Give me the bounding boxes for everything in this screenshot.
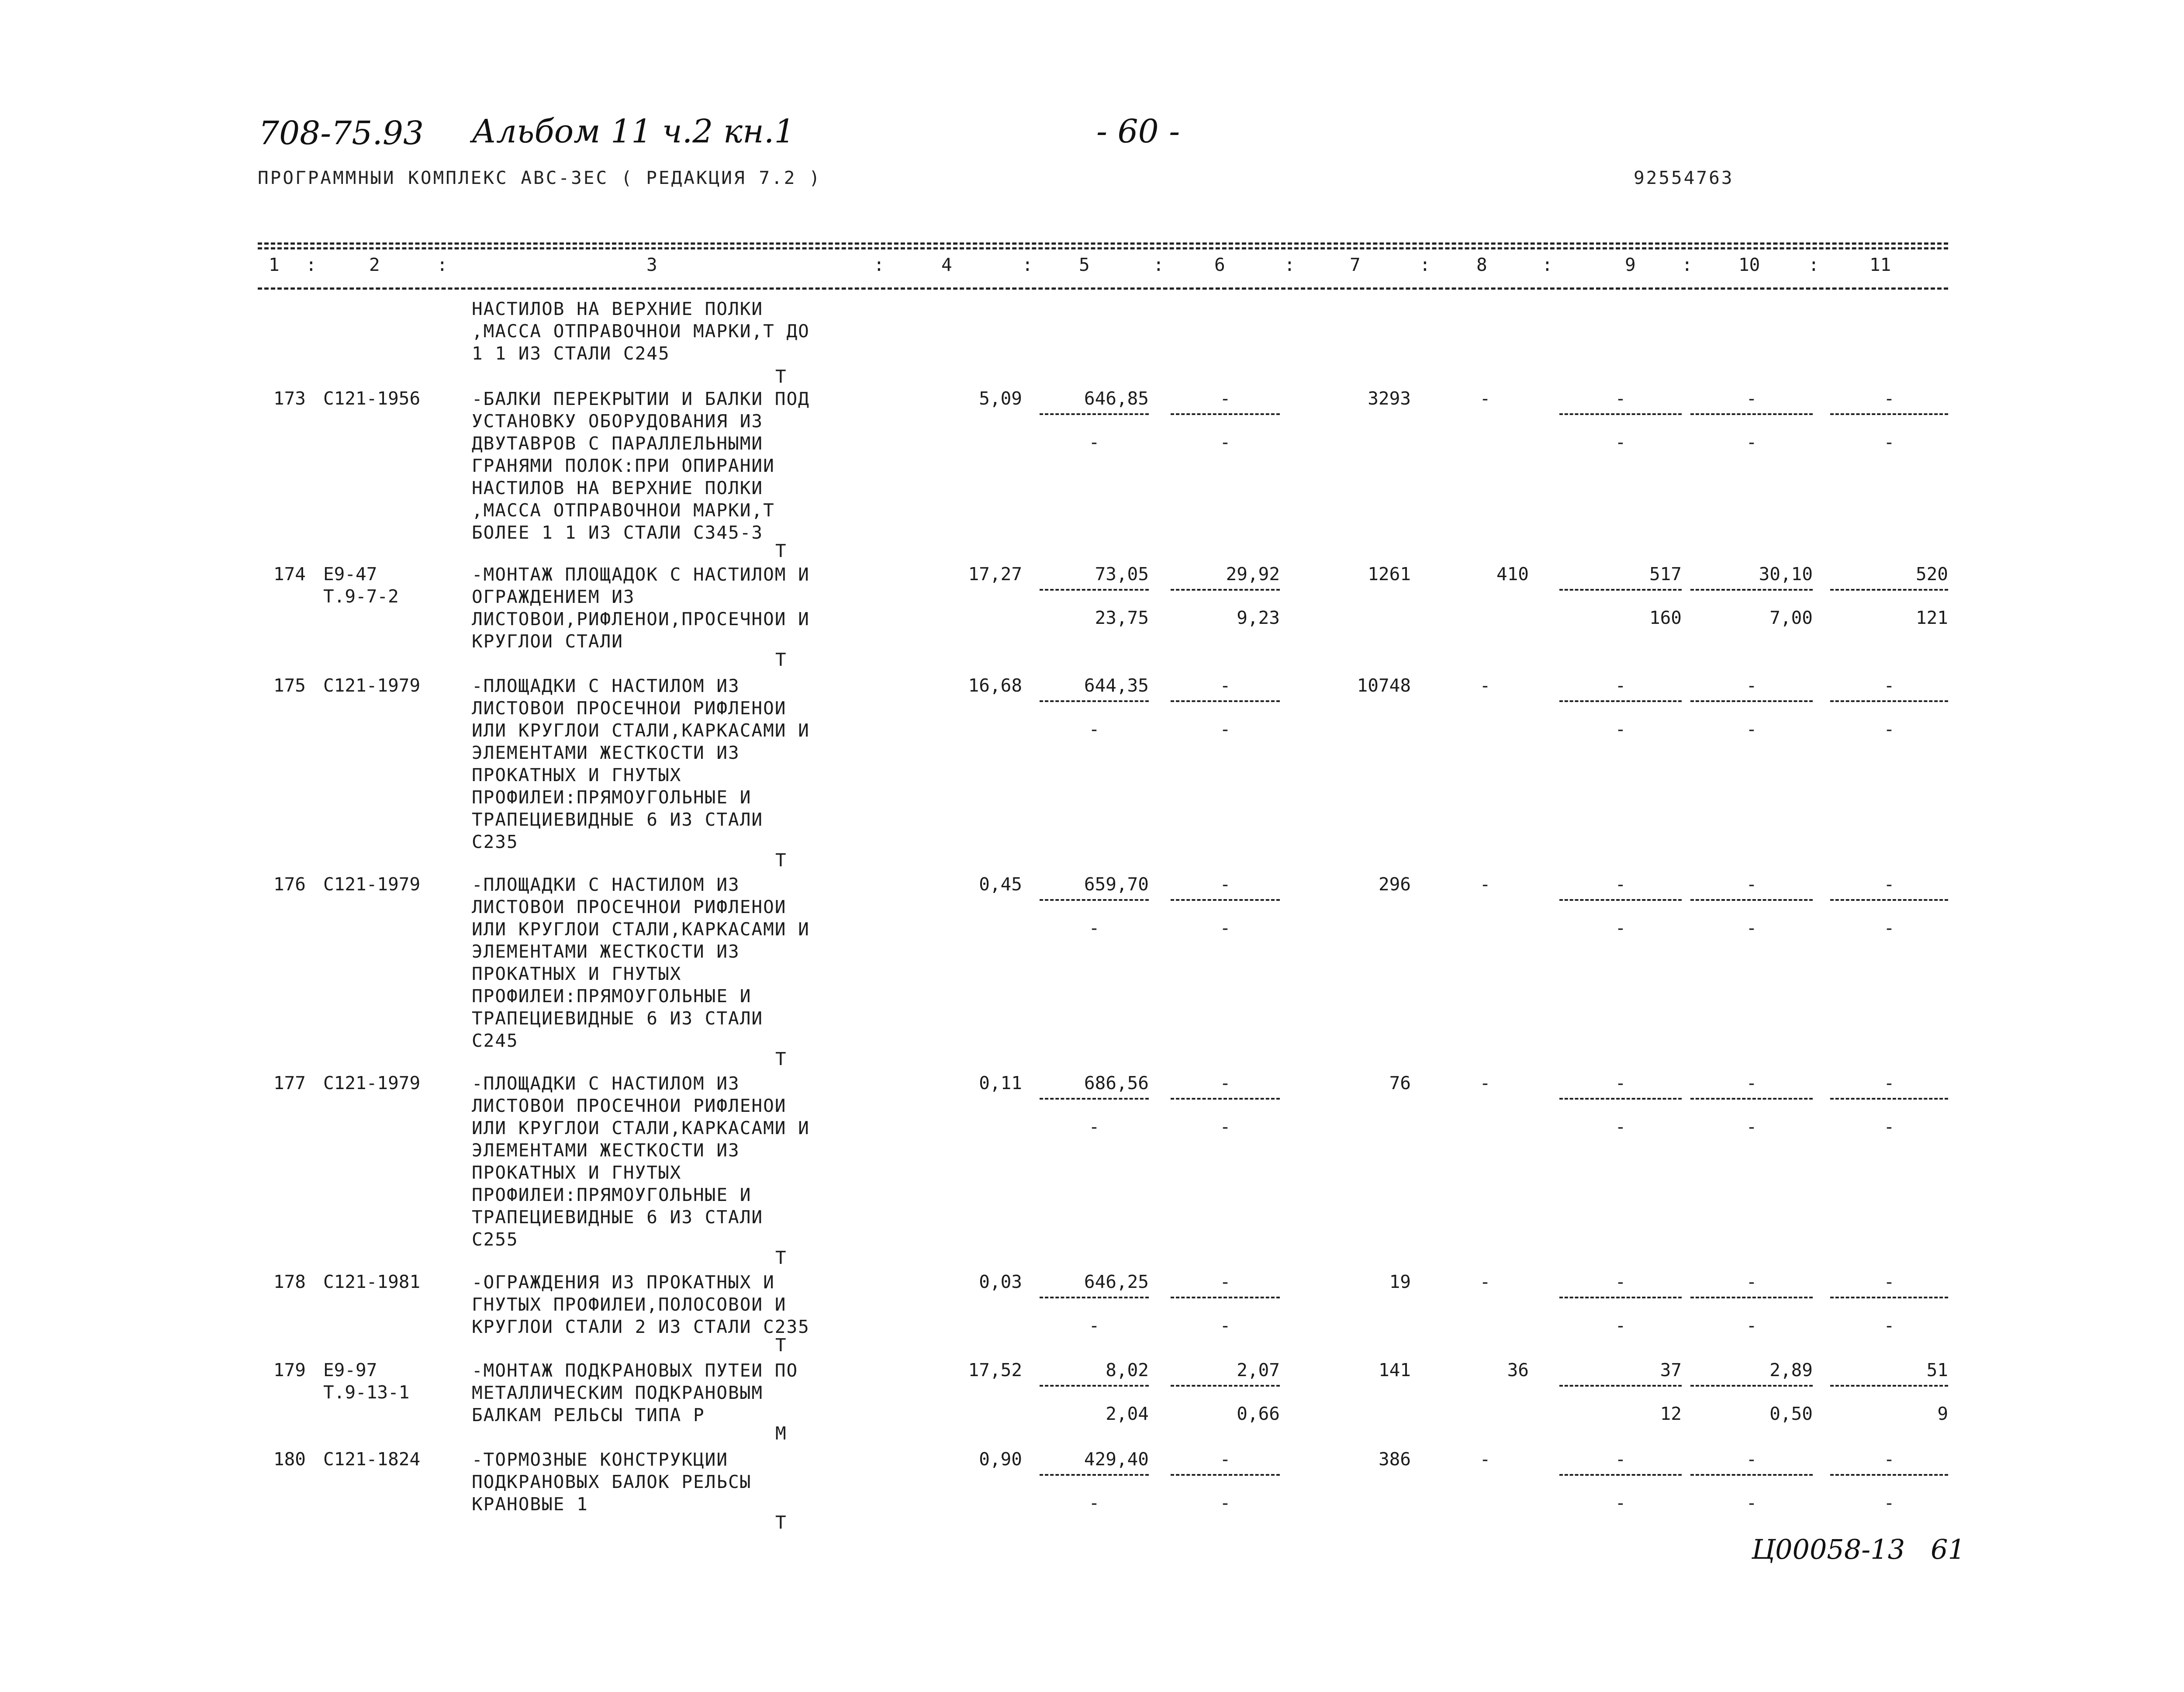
cell-col9: - — [1615, 1073, 1626, 1093]
cell-col9: - — [1615, 388, 1626, 409]
cell-col9: 37 — [1660, 1360, 1682, 1381]
cell-divider — [1830, 700, 1948, 702]
cell-col11: - — [1883, 874, 1895, 895]
cell-divider — [1830, 413, 1948, 415]
column-separator: : — [1022, 254, 1033, 275]
row-code: С121-1979 — [323, 1073, 421, 1093]
cell-divider — [1690, 413, 1813, 415]
cell-divider — [1040, 1098, 1149, 1100]
cell-col9-sub: - — [1615, 917, 1626, 938]
cell-col5: 646,25 — [1084, 1271, 1149, 1292]
column-number: 1 — [269, 254, 280, 275]
cell-col11-sub: - — [1883, 1492, 1895, 1513]
cell-divider — [1171, 1098, 1280, 1100]
cell-col10: - — [1746, 1073, 1757, 1093]
cell-col8: - — [1479, 1073, 1491, 1093]
cell-col11-sub: - — [1883, 719, 1895, 740]
program-line: ПРОГРАММНЫИ КОМПЛЕКС АВС-3ЕС ( РЕДАКЦИЯ 7.2 ) — [258, 167, 822, 188]
column-separator: : — [1153, 254, 1164, 275]
header-rule-top-2 — [258, 247, 1948, 249]
row-unit: Т — [775, 1048, 786, 1069]
row-code: С121-1981 — [323, 1271, 421, 1292]
row-number: 180 — [273, 1449, 306, 1470]
cell-divider — [1559, 589, 1682, 591]
cell-col5: 646,85 — [1084, 388, 1149, 409]
cell-col4: 0,45 — [979, 874, 1022, 895]
column-number: 9 — [1625, 254, 1636, 275]
cell-col6-sub: - — [1220, 1116, 1231, 1137]
page-number: - 60 - — [1096, 113, 1180, 150]
cell-divider — [1559, 899, 1682, 901]
cell-col5-sub: 2,04 — [1106, 1403, 1149, 1424]
row-number: 178 — [273, 1271, 306, 1292]
cell-col9: - — [1615, 675, 1626, 696]
row-code-secondary: Т.9-13-1 — [323, 1382, 410, 1403]
footer-stamp: Ц00058-13 — [1752, 1533, 1905, 1565]
cell-col10-sub: - — [1746, 1116, 1757, 1137]
cell-divider — [1171, 1297, 1280, 1298]
column-number: 4 — [941, 254, 952, 275]
column-separator: : — [306, 254, 317, 275]
cell-col8: - — [1479, 874, 1491, 895]
cell-col9-sub: - — [1615, 719, 1626, 740]
column-separator: : — [1284, 254, 1295, 275]
cell-col11: - — [1883, 675, 1895, 696]
cell-divider — [1559, 700, 1682, 702]
cell-col4: 17,27 — [968, 564, 1022, 585]
cell-col8: - — [1479, 388, 1491, 409]
cell-divider — [1040, 700, 1149, 702]
cell-divider — [1830, 1297, 1948, 1298]
cell-col6: - — [1220, 1073, 1231, 1093]
cell-col9-sub: - — [1615, 1315, 1626, 1336]
cell-col9-sub: 160 — [1649, 607, 1682, 628]
cell-col8: - — [1479, 1449, 1491, 1470]
doc-code: 708-75.93 — [259, 114, 424, 152]
cell-divider — [1559, 1297, 1682, 1298]
row-unit: М — [775, 1423, 786, 1444]
cell-col9-sub: - — [1615, 1116, 1626, 1137]
column-number: 2 — [369, 254, 380, 275]
cell-divider — [1690, 1098, 1813, 1100]
cell-col5-sub: 23,75 — [1095, 607, 1149, 628]
cell-col6: 29,92 — [1226, 564, 1280, 585]
cell-divider — [1830, 1098, 1948, 1100]
cell-col7: 3293 — [1368, 388, 1411, 409]
cell-col10-sub: - — [1746, 432, 1757, 453]
cell-col10: - — [1746, 675, 1757, 696]
cell-divider — [1559, 1474, 1682, 1476]
column-separator: : — [1682, 254, 1693, 275]
cell-col6: - — [1220, 874, 1231, 895]
cell-divider — [1040, 589, 1149, 591]
cell-col9: - — [1615, 874, 1626, 895]
cell-divider — [1040, 1297, 1149, 1298]
cell-col11-sub: 9 — [1937, 1403, 1948, 1424]
cell-divider — [1171, 1385, 1280, 1387]
row-unit: Т — [775, 540, 786, 561]
column-separator: : — [437, 254, 448, 275]
row-number: 179 — [273, 1360, 306, 1381]
cell-col5: 73,05 — [1095, 564, 1149, 585]
cell-divider — [1830, 589, 1948, 591]
cell-divider — [1171, 589, 1280, 591]
cell-col10: 2,89 — [1769, 1360, 1813, 1381]
cell-col9-sub: - — [1615, 1492, 1626, 1513]
cell-col4: 5,09 — [979, 388, 1022, 409]
cell-col8: 410 — [1496, 564, 1529, 585]
cell-col6: - — [1220, 675, 1231, 696]
column-number: 5 — [1079, 254, 1090, 275]
cell-divider — [1171, 899, 1280, 901]
cell-col10-sub: - — [1746, 719, 1757, 740]
cell-col10: - — [1746, 1271, 1757, 1292]
cell-divider — [1559, 1098, 1682, 1100]
cell-divider — [1830, 899, 1948, 901]
column-separator: : — [874, 254, 885, 275]
cell-col11-sub: - — [1883, 432, 1895, 453]
row-description: -ПЛОЩАДКИ С НАСТИЛОМ ИЗ ЛИСТОВОИ ПРОСЕЧНОИ РИФЛЕНОИ ИЛИ КРУГЛОИ СТАЛИ,КАРКАСАМИ И ЭЛЕМЕНТАМИ ЖЕСТКОСТИ ИЗ ПРОКАТНЫХ И ГНУТЫХ ПРОФИЛЕИ:ПРЯМОУГОЛЬНЫЕ И ТРАПЕЦИЕВИДНЫЕ 6 ИЗ СТАЛИ С245 — [472, 874, 810, 1051]
row-code: С121-1979 — [323, 874, 421, 895]
cell-col8: 36 — [1507, 1360, 1529, 1381]
cell-col11: 51 — [1926, 1360, 1948, 1381]
row-code-secondary: Т.9-7-2 — [323, 586, 399, 607]
cell-col5-sub: - — [1089, 1315, 1100, 1336]
row-number: 175 — [273, 675, 306, 696]
cell-col6-sub: - — [1220, 917, 1231, 938]
cell-col4: 0,03 — [979, 1271, 1022, 1292]
cell-divider — [1040, 899, 1149, 901]
cell-col6: 2,07 — [1237, 1360, 1280, 1381]
cell-col10-sub: - — [1746, 1492, 1757, 1513]
cell-col7: 10748 — [1357, 675, 1411, 696]
row-description: -ПЛОЩАДКИ С НАСТИЛОМ ИЗ ЛИСТОВОИ ПРОСЕЧНОИ РИФЛЕНОИ ИЛИ КРУГЛОИ СТАЛИ,КАРКАСАМИ И ЭЛЕМЕНТАМИ ЖЕСТКОСТИ ИЗ ПРОКАТНЫХ И ГНУТЫХ ПРОФИЛЕИ:ПРЯМОУГОЛЬНЫЕ И ТРАПЕЦИЕВИДНЫЕ 6 ИЗ СТАЛИ С235 — [472, 675, 810, 852]
row-number: 173 — [273, 388, 306, 409]
row-number: 176 — [273, 874, 306, 895]
cell-col5: 429,40 — [1084, 1449, 1149, 1470]
cell-divider — [1040, 1385, 1149, 1387]
cell-divider — [1830, 1385, 1948, 1387]
cell-col6-sub: - — [1220, 1492, 1231, 1513]
cell-col5: 659,70 — [1084, 874, 1149, 895]
cell-col10-sub: - — [1746, 917, 1757, 938]
column-number: 8 — [1476, 254, 1487, 275]
column-separator: : — [1542, 254, 1553, 275]
cell-divider — [1559, 413, 1682, 415]
row-code: Е9-47 — [323, 564, 377, 585]
cell-col5-sub: - — [1089, 917, 1100, 938]
row-unit: Т — [775, 1247, 786, 1268]
row-unit: Т — [775, 1335, 786, 1356]
cell-divider — [1040, 413, 1149, 415]
cell-col6: - — [1220, 1271, 1231, 1292]
cell-col7: 19 — [1389, 1271, 1411, 1292]
column-number: 3 — [646, 254, 657, 275]
cell-divider — [1690, 1385, 1813, 1387]
row-description: -МОНТАЖ ПЛОЩАДОК С НАСТИЛОМ И ОГРАЖДЕНИЕМ ИЗ ЛИСТОВОИ,РИФЛЕНОИ,ПРОСЕЧНОИ И КРУГЛОИ СТАЛИ — [472, 564, 810, 652]
cell-col4: 16,68 — [968, 675, 1022, 696]
intro-description: НАСТИЛОВ НА ВЕРХНИЕ ПОЛКИ ,МАССА ОТПРАВОЧНОИ МАРКИ,Т ДО 1 1 ИЗ СТАЛИ С245 — [472, 298, 810, 364]
cell-col7: 296 — [1378, 874, 1411, 895]
row-description: -ТОРМОЗНЫЕ КОНСТРУКЦИИ ПОДКРАНОВЫХ БАЛОК РЕЛЬСЫ КРАНОВЫЕ 1 — [472, 1449, 752, 1515]
cell-col6-sub: - — [1220, 719, 1231, 740]
cell-divider — [1690, 899, 1813, 901]
header-rule-top-1 — [258, 242, 1948, 245]
cell-col6-sub: - — [1220, 432, 1231, 453]
row-code: С121-1979 — [323, 675, 421, 696]
cell-divider — [1830, 1474, 1948, 1476]
row-unit: Т — [775, 649, 786, 670]
cell-divider — [1690, 1297, 1813, 1298]
cell-col6: - — [1220, 388, 1231, 409]
doc-id: 92554763 — [1634, 167, 1734, 188]
cell-col7: 76 — [1389, 1073, 1411, 1093]
row-description: -ОГРАЖДЕНИЯ ИЗ ПРОКАТНЫХ И ГНУТЫХ ПРОФИЛЕИ,ПОЛОСОВОИ И КРУГЛОИ СТАЛИ 2 ИЗ СТАЛИ С235 — [472, 1272, 810, 1337]
cell-col10-sub: 0,50 — [1769, 1403, 1813, 1424]
cell-col9: 517 — [1649, 564, 1682, 585]
row-number: 174 — [273, 564, 306, 585]
cell-col8: - — [1479, 675, 1491, 696]
cell-divider — [1690, 1474, 1813, 1476]
cell-col6-sub: 0,66 — [1237, 1403, 1280, 1424]
cell-divider — [1559, 1385, 1682, 1387]
cell-col10: - — [1746, 388, 1757, 409]
cell-col11-sub: - — [1883, 1116, 1895, 1137]
row-description: -БАЛКИ ПЕРЕКРЫТИИ И БАЛКИ ПОД УСТАНОВКУ ОБОРУДОВАНИЯ ИЗ ДВУТАВРОВ С ПАРАЛЛЕЛЬНЫМИ ГРАНЯМИ ПОЛОК:ПРИ ОПИРАНИИ НАСТИЛОВ НА ВЕРХНИЕ ПОЛКИ ,МАССА ОТПРАВОЧНОИ МАРКИ,Т БОЛЕЕ 1 1 ИЗ СТАЛИ С345-3 — [472, 388, 810, 543]
row-unit: Т — [775, 1512, 786, 1533]
row-unit: Т — [775, 850, 786, 871]
cell-col6-sub: - — [1220, 1315, 1231, 1336]
cell-divider — [1171, 1474, 1280, 1476]
footer-sheet-number: 61 — [1931, 1533, 1965, 1565]
row-description: -МОНТАЖ ПОДКРАНОВЫХ ПУТЕИ ПО МЕТАЛЛИЧЕСКИМ ПОДКРАНОВЫМ БАЛКАМ РЕЛЬСЫ ТИПА Р — [472, 1360, 798, 1426]
cell-col11: 520 — [1915, 564, 1948, 585]
cell-col10: 30,10 — [1759, 564, 1813, 585]
column-number: 11 — [1870, 254, 1891, 275]
cell-col7: 141 — [1378, 1360, 1411, 1381]
cell-col11-sub: 121 — [1915, 607, 1948, 628]
cell-col5-sub: - — [1089, 719, 1100, 740]
cell-col6: - — [1220, 1449, 1231, 1470]
cell-col6-sub: 9,23 — [1237, 607, 1280, 628]
row-code: С121-1824 — [323, 1449, 421, 1470]
cell-col5: 644,35 — [1084, 675, 1149, 696]
cell-col5: 686,56 — [1084, 1073, 1149, 1093]
album-label: Альбом 11 ч.2 кн.1 — [472, 113, 795, 150]
column-separator: : — [1420, 254, 1431, 275]
intro-unit: Т — [775, 366, 786, 387]
cell-col5: 8,02 — [1106, 1360, 1149, 1381]
cell-col4: 17,52 — [968, 1360, 1022, 1381]
cell-col11-sub: - — [1883, 917, 1895, 938]
cell-divider — [1171, 413, 1280, 415]
cell-col11: - — [1883, 1449, 1895, 1470]
cell-col10-sub: 7,00 — [1769, 607, 1813, 628]
cell-col4: 0,11 — [979, 1073, 1022, 1093]
column-separator: : — [1808, 254, 1819, 275]
cell-divider — [1171, 700, 1280, 702]
row-code: С121-1956 — [323, 388, 421, 409]
cell-col5-sub: - — [1089, 1492, 1100, 1513]
row-number: 177 — [273, 1073, 306, 1093]
cell-col10: - — [1746, 874, 1757, 895]
cell-col4: 0,90 — [979, 1449, 1022, 1470]
row-code: Е9-97 — [323, 1360, 377, 1381]
cell-col11: - — [1883, 1271, 1895, 1292]
cell-col7: 386 — [1378, 1449, 1411, 1470]
cell-col11: - — [1883, 1073, 1895, 1093]
column-number: 7 — [1350, 254, 1361, 275]
cell-col9-sub: 12 — [1660, 1403, 1682, 1424]
cell-col7: 1261 — [1368, 564, 1411, 585]
cell-col8: - — [1479, 1271, 1491, 1292]
cell-col10: - — [1746, 1449, 1757, 1470]
cell-col5-sub: - — [1089, 432, 1100, 453]
cell-col9: - — [1615, 1271, 1626, 1292]
cell-col11: - — [1883, 388, 1895, 409]
row-description: -ПЛОЩАДКИ С НАСТИЛОМ ИЗ ЛИСТОВОИ ПРОСЕЧНОИ РИФЛЕНОИ ИЛИ КРУГЛОИ СТАЛИ,КАРКАСАМИ И ЭЛЕМЕНТАМИ ЖЕСТКОСТИ ИЗ ПРОКАТНЫХ И ГНУТЫХ ПРОФИЛЕИ:ПРЯМОУГОЛЬНЫЕ И ТРАПЕЦИЕВИДНЫЕ 6 ИЗ СТАЛИ С255 — [472, 1073, 810, 1250]
cell-col9-sub: - — [1615, 432, 1626, 453]
cell-col10-sub: - — [1746, 1315, 1757, 1336]
column-number: 10 — [1738, 254, 1760, 275]
cell-divider — [1690, 589, 1813, 591]
cell-col5-sub: - — [1089, 1116, 1100, 1137]
cell-col11-sub: - — [1883, 1315, 1895, 1336]
header-rule-bottom — [258, 287, 1948, 290]
column-number: 6 — [1214, 254, 1225, 275]
cell-divider — [1690, 700, 1813, 702]
cell-col9: - — [1615, 1449, 1626, 1470]
cell-divider — [1040, 1474, 1149, 1476]
